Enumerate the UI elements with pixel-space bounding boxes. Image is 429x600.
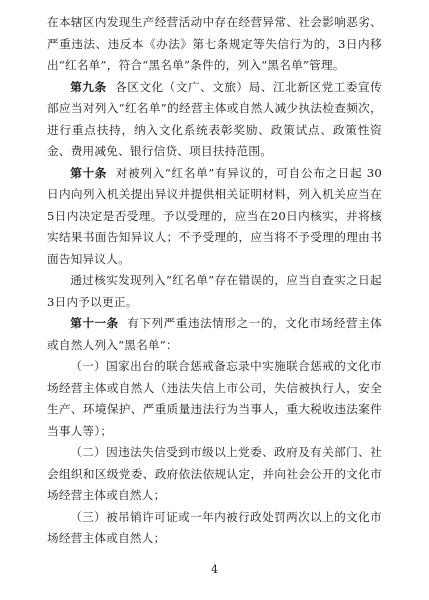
article-9-heading: 第九条 [70,79,107,94]
article-10-heading: 第十条 [70,165,108,180]
item-3-paragraph [47,507,382,550]
article-10-paragraph [47,163,382,271]
item-1-paragraph [47,356,382,442]
item-1-text: （一）国家出台的联合惩戒备忘录中实施联合惩戒的文化市场经营主体或自然人（违法失信上市公司，失信被执行人，安全生产、环境保护、严重质量违法行为当事人，重大税收违法案件当事人等）； [47,359,382,438]
correction-text: 通过核实发现列入“红名单”存在错误的，应当自查实之日起3日内予以更正。 [47,273,382,309]
correction-paragraph [47,270,382,313]
article-11-heading: 第十一条 [70,316,119,330]
page-number: 4 [211,563,218,576]
article-11-text: 有下列严重违法情形之一的，文化市场经营主体或自然人列入“黑名单”： [47,316,382,352]
item-3-text: （三）被吊销许可证或一年内被行政处罚两次以上的文化市场经营主体或自然人； [47,509,382,545]
article-10-text: 对被列入“红名单”有异议的，可自公布之日起 30日内向列入机关提出异议并提供相关证明材料，列入机关应当在5日内决定是否受理。予以受理的，应当在20日内核实，并将核实结果书面告知异议人；不予受理的，应当将不予受理的理由书面告知异议人。 [47,165,382,266]
article-9-paragraph [47,77,382,163]
article-11-paragraph [47,313,382,356]
item-2-text: （二）因违法失信受到市级以上党委、政府及有关部门、社会组织和区级党委、政府依法依规认定，并向社会公开的文化市场经营主体或自然人； [47,445,382,502]
article-9-text: 各区文化（文广、文旅）局、江北新区党工委宣传部应当对列入“红名单”的经营主体或自然人减少执法检查频次，进行重点扶持，纳入文化系统表彰奖励、政策试点、政策性资金、费用减免、银行信贷、项目扶持范围。 [47,79,382,158]
paragraph-1 [47,12,382,77]
paragraph-1-text: 在本辖区内发现生产经营活动中存在经营异常、社会影响恶劣、严重违法、违反本《办法》第七条规定等失信行为的，3日内移出“红名单”，符合“黑名单”条件的，列入“黑名单”管理。 [47,15,382,72]
item-2-paragraph [47,442,382,507]
document-body [47,12,382,550]
